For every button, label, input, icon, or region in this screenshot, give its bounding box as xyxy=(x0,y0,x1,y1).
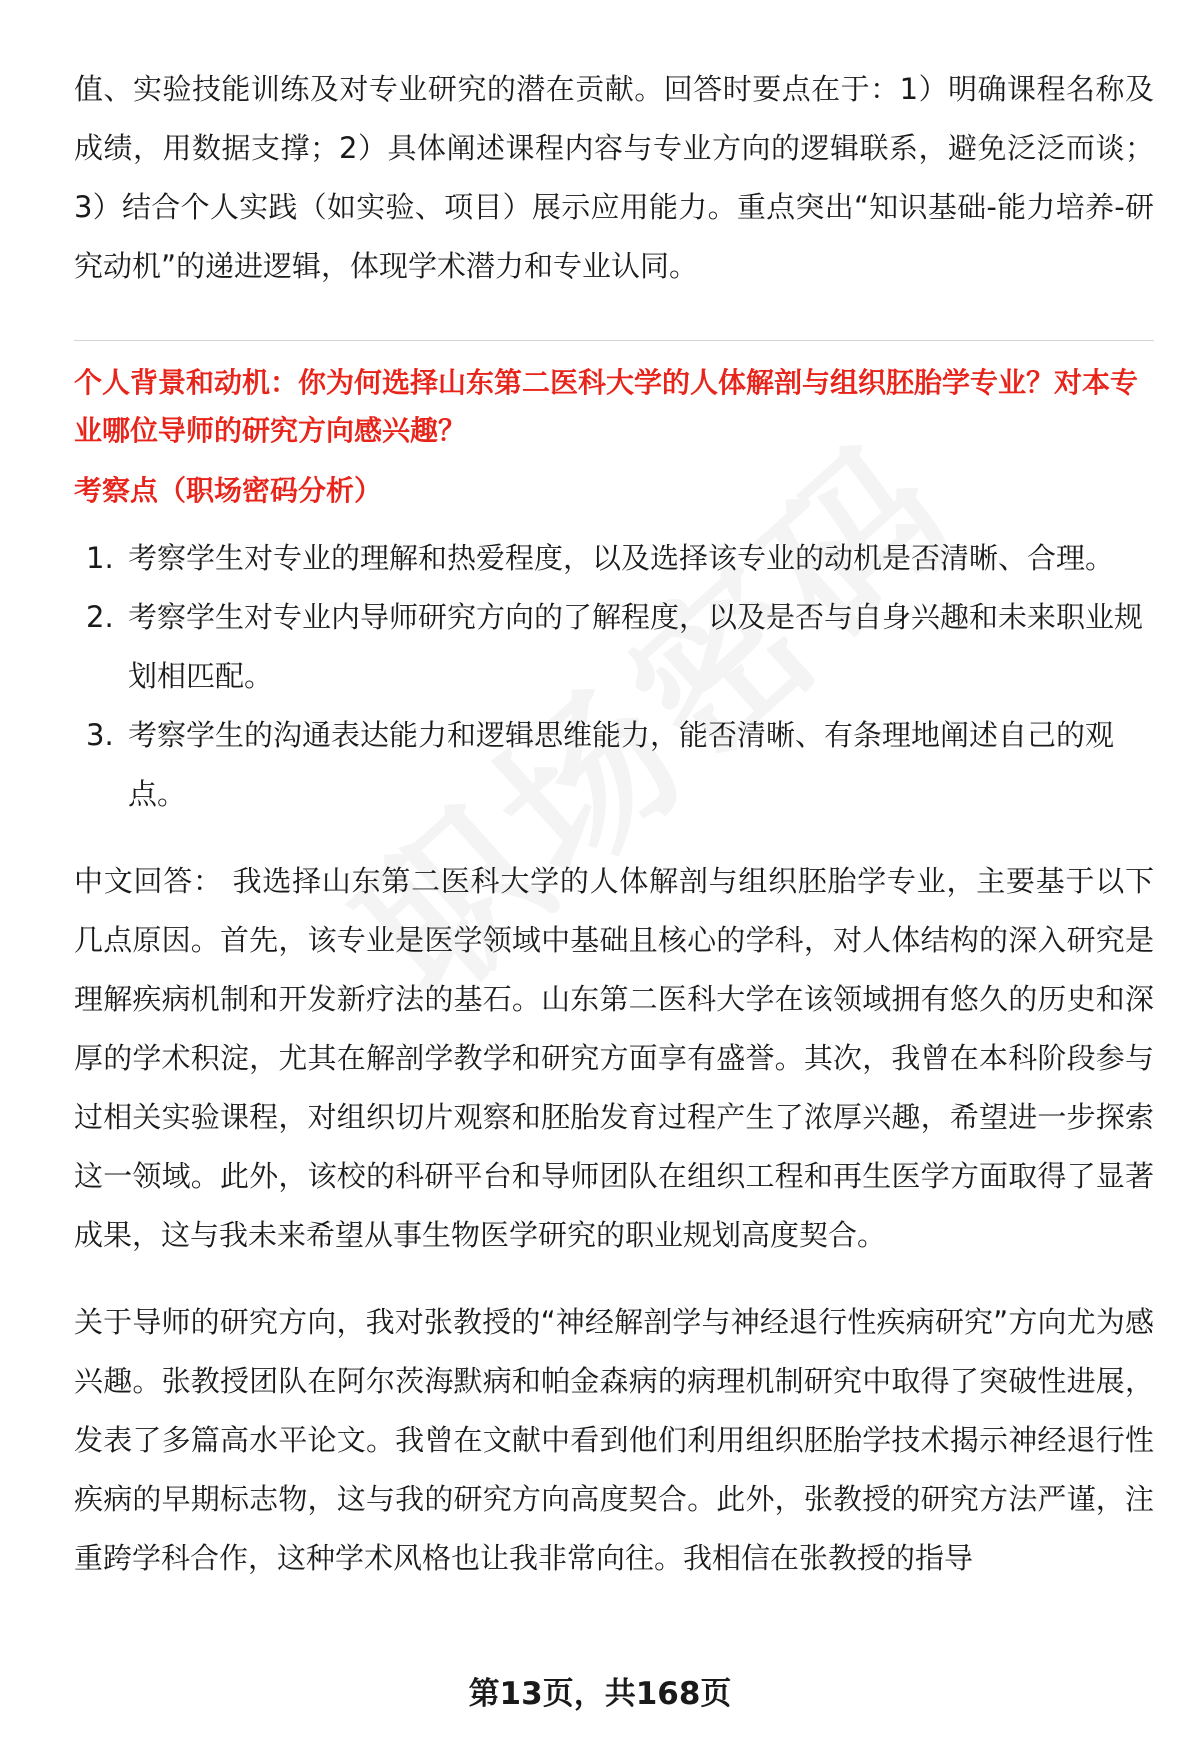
list-item-text: 考察学生的沟通表达能力和逻辑思维能力，能否清晰、有条理地阐述自己的观点。 xyxy=(128,718,1115,811)
spacer xyxy=(74,824,1154,852)
list-item-number: 1. xyxy=(86,541,114,575)
answer-paragraph: 关于导师的研究方向，我对张教授的“神经解剖学与神经退行性疾病研究”方向尤为感兴趣。张教授团队在阿尔茨海默病和帕金森病的病理机制研究中取得了突破性进展，发表了多篇高水平论文。我曾在文献中看到他们利用组织胚胎学技术揭示神经退行性疾病的早期标志物，这与我的研究方向高度契合。此外，张教授的研究方法严谨，注重跨学科合作，这种学术风格也让我非常向往。我相信在张教授的指导 xyxy=(74,1305,1154,1575)
page-number-footer: 第13页，共168页 xyxy=(468,1676,732,1712)
section-divider xyxy=(74,340,1154,341)
document-page xyxy=(74,60,1154,1588)
spacer xyxy=(74,1265,1154,1293)
list-item-number: 3. xyxy=(86,718,114,752)
intro-paragraph: 值、实验技能训练及对专业研究的潜在贡献。回答时要点在于：1）明确课程名称及成绩，用数据支撑；2）具体阐述课程内容与专业方向的逻辑联系，避免泛泛而谈；3）结合个人实践（如实验、项目）展示应用能力。重点突出“知识基础-能力培养-研究动机”的递进逻辑，体现学术潜力和专业认同。 xyxy=(74,72,1154,283)
list-item-text: 考察学生对专业的理解和热爱程度，以及选择该专业的动机是否清晰、合理。 xyxy=(128,541,1115,575)
assessment-list xyxy=(74,529,1154,824)
list-item xyxy=(74,588,1154,706)
answer-paragraph: 中文回答： 我选择山东第二医科大学的人体解剖与组织胚胎学专业，主要基于以下几点原因。首先，该专业是医学领域中基础且核心的学科，对人体结构的深入研究是理解疾病机制和开发新疗法的基石。山东第二医科大学在该领域拥有悠久的历史和深厚的学术积淀，尤其在解剖学教学和研究方面享有盛誉。其次，我曾在本科阶段参与过相关实验课程，对组织切片观察和胚胎发育过程产生了浓厚兴趣，希望进一步探索这一领域。此外，该校的科研平台和导师团队在组织工程和再生医学方面取得了显著成果，这与我未来希望从事生物医学研究的职业规划高度契合。 xyxy=(74,864,1154,1252)
assessment-heading: 考察点（职场密码分析） xyxy=(74,474,383,507)
list-item-text: 考察学生对专业内导师研究方向的了解程度，以及是否与自身兴趣和未来职业规划相匹配。 xyxy=(128,600,1144,693)
question-heading: 个人背景和动机：你为何选择山东第二医科大学的人体解剖与组织胚胎学专业？对本专业哪位导师的研究方向感兴趣？ xyxy=(74,366,1139,447)
list-item xyxy=(74,706,1154,824)
list-item-number: 2. xyxy=(86,600,114,634)
list-item xyxy=(74,529,1154,588)
